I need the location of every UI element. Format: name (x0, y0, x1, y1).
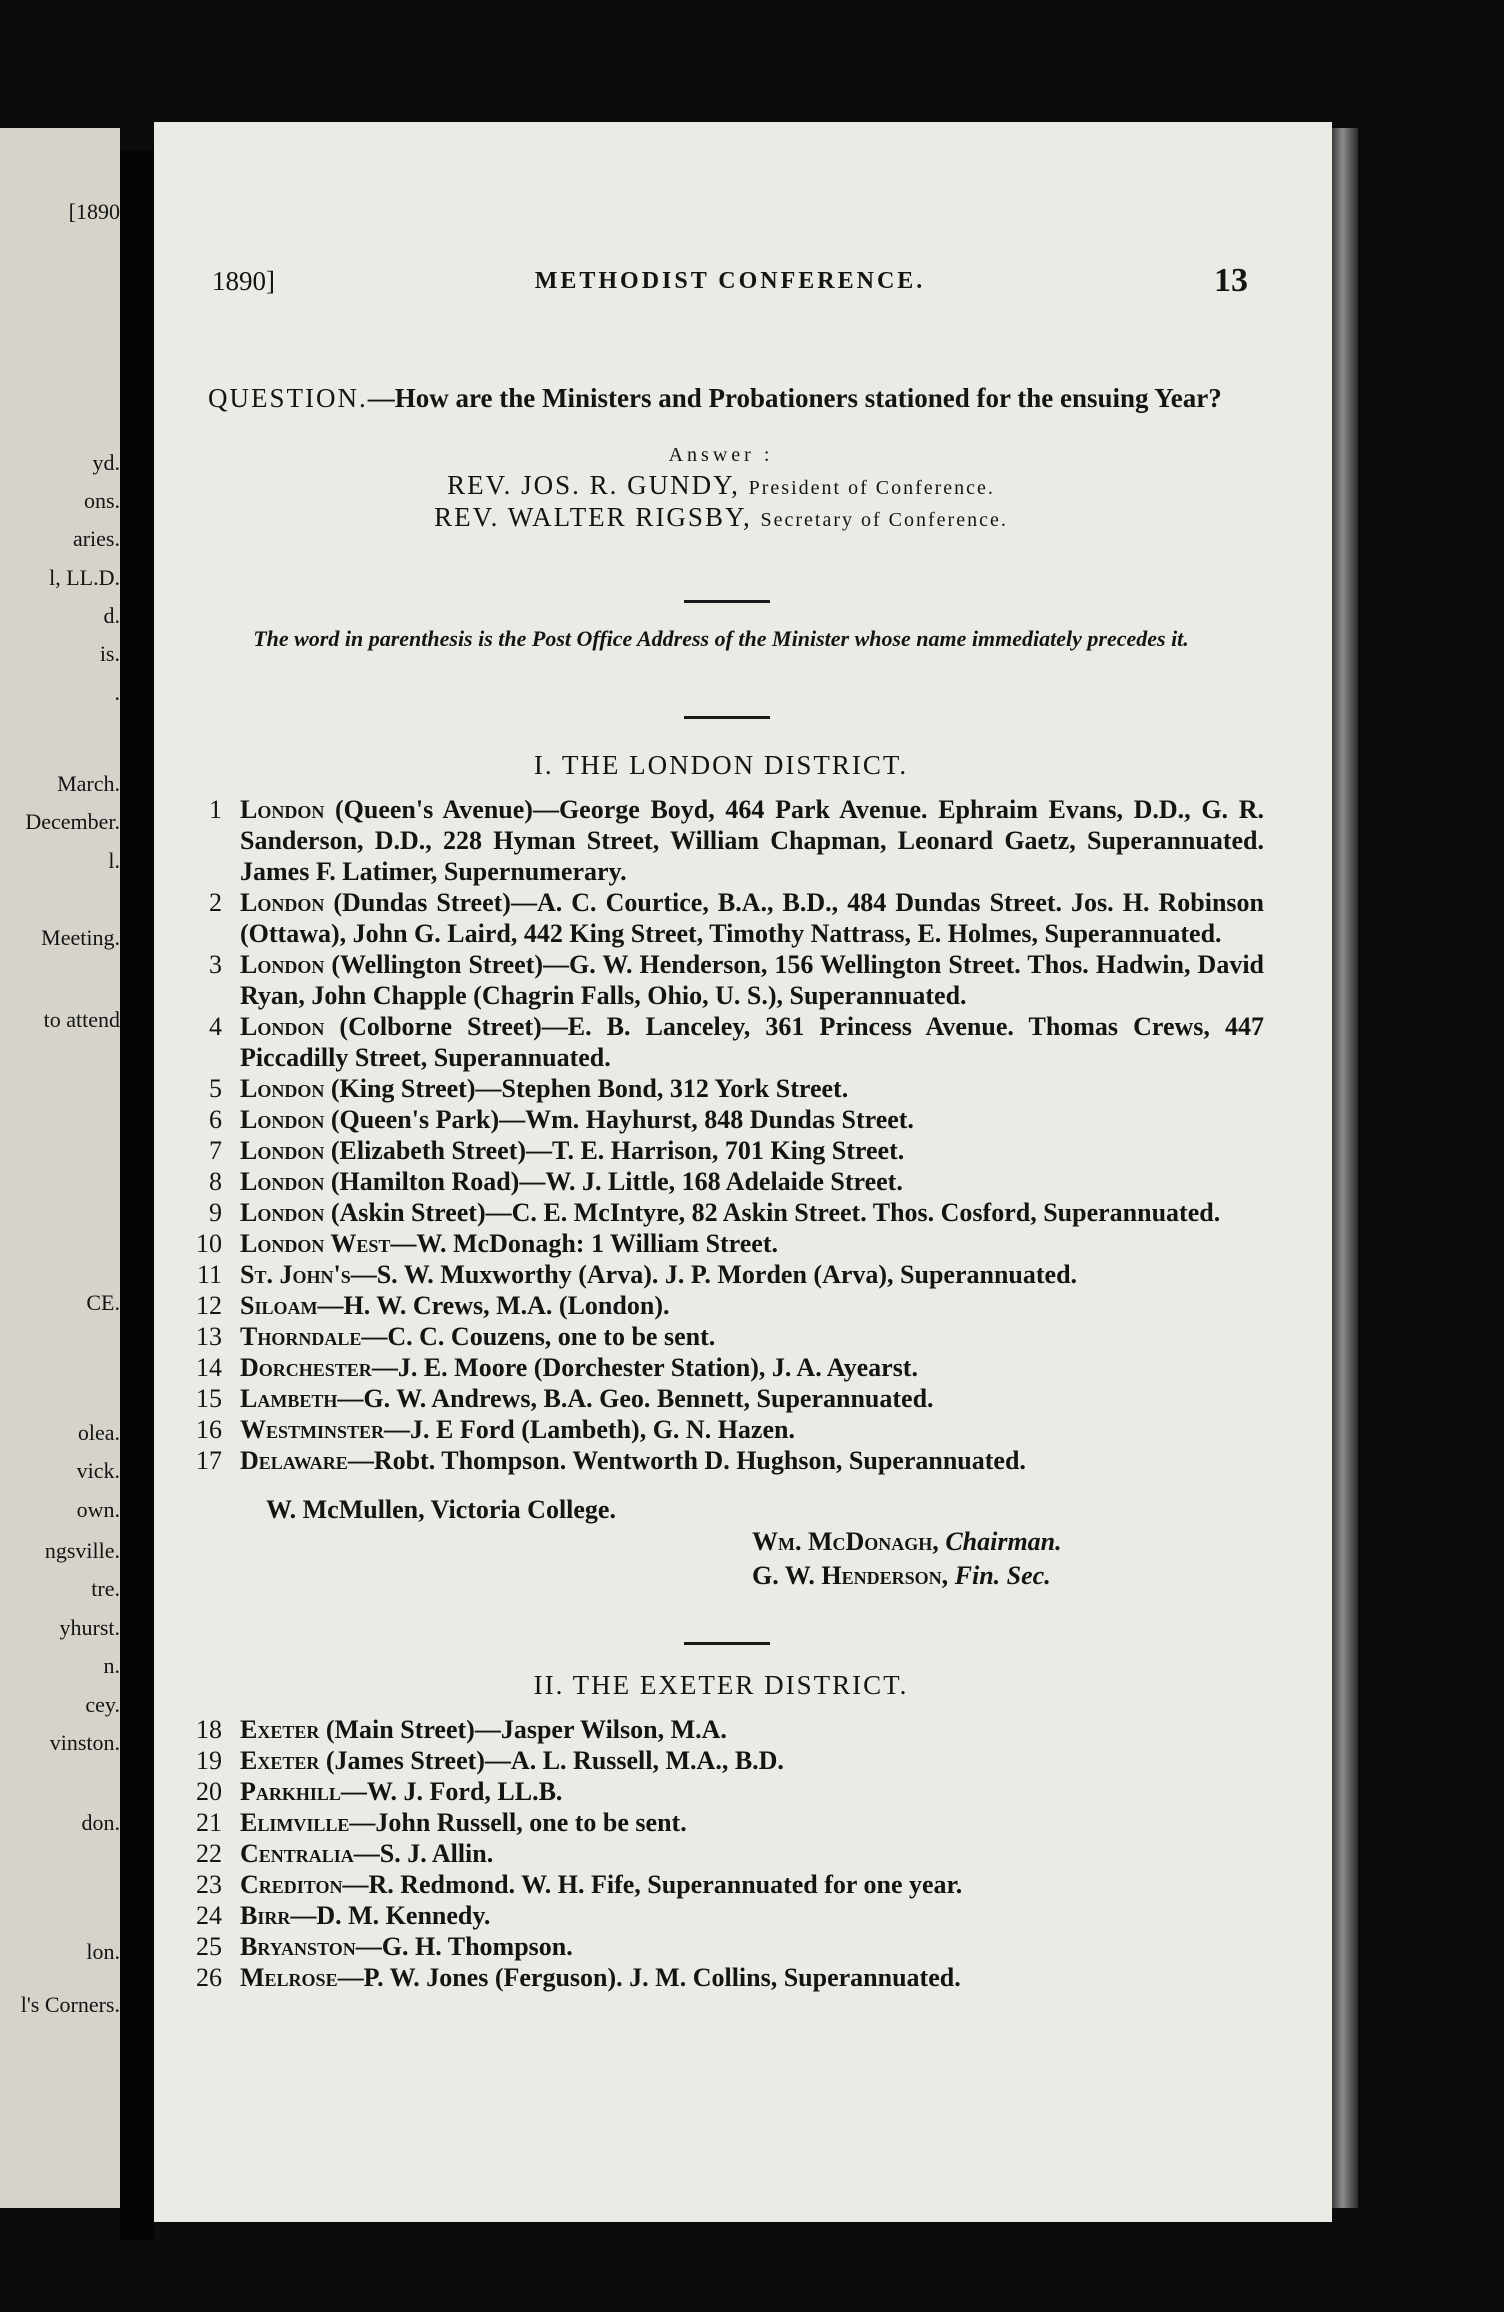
station-entry (194, 1166, 1264, 1197)
station-entry (194, 1445, 1264, 1476)
left-page-fragment: CE. (86, 1290, 120, 1316)
left-page-fragment: ngsville. (44, 1538, 120, 1564)
district-title-london: I. THE LONDON DISTRICT. (533, 750, 909, 780)
station-entry (194, 1290, 1264, 1321)
station-place: Elimville (240, 1808, 350, 1837)
station-text: —P. W. Jones (Ferguson). J. M. Collins, Superannuated. (337, 1963, 961, 1992)
station-text: —G. H. Thompson. (355, 1932, 573, 1961)
station-text: —J. E. Moore (Dorchester Station), J. A. Ayearst. (371, 1353, 918, 1382)
station-number: 22 (196, 1839, 222, 1868)
station-text: (Main Street)—Jasper Wilson, M.A. (319, 1715, 727, 1744)
station-place: Exeter (240, 1746, 320, 1775)
station-entry (194, 1321, 1264, 1352)
station-number: 23 (196, 1870, 222, 1899)
station-place: Parkhill (240, 1777, 341, 1806)
station-place: Siloam (240, 1291, 318, 1320)
running-head-title: METHODIST CONFERENCE. (534, 268, 926, 294)
station-number: 14 (196, 1353, 222, 1382)
left-page-fragment: vinston. (49, 1729, 120, 1755)
station-entry (194, 1011, 1264, 1073)
station-entry (194, 1745, 1264, 1776)
station-place: Melrose (240, 1963, 338, 1992)
left-page-fragment: vick. (76, 1458, 120, 1484)
signature-name: G. W. Henderson, (752, 1561, 949, 1590)
station-place: London (240, 1105, 325, 1134)
signature-name: Wm. McDonagh, (752, 1527, 939, 1556)
station-text: (James Street)—A. L. Russell, M.A., B.D. (319, 1746, 784, 1775)
station-text: —Robt. Thompson. Wentworth D. Hughson, Superannuated. (347, 1446, 1026, 1475)
station-text: —S. W. Muxworthy (Arva). J. P. Morden (Arva), Superannuated. (350, 1260, 1078, 1289)
left-page-fragment: yd. (92, 449, 120, 475)
station-text: (Askin Street)—C. E. McIntyre, 82 Askin Street. Thos. Cosford, Superannuated. (324, 1198, 1221, 1227)
london-district-footer (194, 1494, 1264, 1593)
left-page-fragment: tre. (91, 1576, 120, 1602)
page-number: 13 (1214, 262, 1248, 299)
station-place: London (240, 888, 325, 917)
question-text: —How are the Ministers and Probationers stationed for the ensuing Year? (367, 383, 1222, 413)
station-entry (194, 887, 1264, 949)
station-entry (194, 1073, 1264, 1104)
station-text: —D. M. Kennedy. (290, 1901, 491, 1930)
page (154, 122, 1332, 2222)
station-text: —R. Redmond. W. H. Fife, Superannuated for one year. (342, 1870, 963, 1899)
station-place: Westminster (240, 1415, 385, 1444)
station-number: 19 (196, 1746, 222, 1775)
station-number: 5 (209, 1074, 222, 1103)
station-place: London West (240, 1229, 391, 1258)
station-place: Bryanston (240, 1932, 356, 1961)
station-number: 24 (196, 1901, 222, 1930)
station-place: Birr (240, 1901, 291, 1930)
district-title-exeter: II. THE EXETER DISTRICT. (533, 1670, 909, 1700)
station-place: Exeter (240, 1715, 320, 1744)
left-page-fragment: lon. (86, 1939, 120, 1965)
station-number: 17 (196, 1446, 222, 1475)
station-text: —W. McDonagh: 1 William Street. (390, 1229, 778, 1258)
question-lead: QUESTION. (208, 383, 368, 413)
left-page-fragment: n. (103, 1653, 120, 1679)
station-entry (194, 1259, 1264, 1290)
station-number: 10 (196, 1229, 222, 1258)
station-text: —J. E Ford (Lambeth), G. N. Hazen. (384, 1415, 795, 1444)
signature-title: Fin. Sec. (954, 1561, 1051, 1590)
station-number: 2 (209, 888, 222, 917)
station-text: —W. J. Ford, LL.B. (340, 1777, 563, 1806)
london-district-list (194, 794, 1264, 1476)
station-number: 15 (196, 1384, 222, 1413)
officer-name: REV. JOS. R. GUNDY, (447, 470, 740, 500)
left-page-fragment: ons. (83, 487, 120, 513)
station-place: Delaware (240, 1446, 348, 1475)
station-place: London (240, 795, 325, 824)
station-place: London (240, 950, 325, 979)
district-extra-line: W. McMullen, Victoria College. (266, 1495, 616, 1524)
station-place: London (240, 1198, 325, 1227)
officer-title: President of Conference. (748, 477, 995, 499)
station-text: —G. W. Andrews, B.A. Geo. Bennett, Superannuated. (337, 1384, 934, 1413)
station-number: 21 (196, 1808, 222, 1837)
signature-title: Chairman. (945, 1527, 1062, 1556)
station-place: Thorndale (240, 1322, 362, 1351)
signature-chairman (194, 1525, 1264, 1559)
left-page-fragment: Meeting. (41, 924, 120, 950)
station-entry (194, 1931, 1264, 1962)
station-entry (194, 1869, 1264, 1900)
station-text: (Wellington Street)—G. W. Henderson, 156 Wellington Street. Thos. Hadwin, David Ryan, John Chapple (Chagrin Falls, Ohio, U. S.), Superannuated. (240, 950, 1264, 1010)
station-text: —John Russell, one to be sent. (349, 1808, 687, 1837)
station-place: St. John's (240, 1260, 351, 1289)
station-number: 4 (209, 1012, 222, 1041)
divider-rule (684, 1642, 770, 1645)
left-page-fragment: is. (99, 641, 120, 667)
book-gutter (120, 150, 154, 2240)
station-place: Centralia (240, 1839, 354, 1868)
left-page-fragment: l, LL.D. (49, 564, 120, 590)
station-place: London (240, 1012, 325, 1041)
station-number: 3 (209, 950, 222, 979)
station-entry (194, 1714, 1264, 1745)
station-number: 13 (196, 1322, 222, 1351)
station-entry (194, 949, 1264, 1011)
station-entry (194, 1383, 1264, 1414)
station-number: 26 (196, 1963, 222, 1992)
left-page-fragment: own. (76, 1496, 120, 1522)
left-page-fragment: yhurst. (59, 1614, 120, 1640)
running-head-year: 1890] (212, 266, 275, 296)
address-note: The word in parenthesis is the Post Office Address of the Minister whose name immediately precedes it. (253, 626, 1189, 651)
station-entry (194, 1962, 1264, 1993)
left-page-fragment: d. (103, 602, 120, 628)
left-page-fragment: l. (108, 847, 120, 873)
station-entry (194, 1776, 1264, 1807)
station-number: 16 (196, 1415, 222, 1444)
station-text: (King Street)—Stephen Bond, 312 York Street. (324, 1074, 849, 1103)
question (208, 380, 1248, 416)
officer-president (194, 470, 1248, 501)
left-page-fragment: don. (81, 1809, 120, 1835)
left-page-fragment: March. (57, 771, 120, 797)
left-page-fragment: olea. (77, 1420, 120, 1446)
station-entry (194, 1104, 1264, 1135)
station-entry (194, 1197, 1264, 1228)
page-edge-right (1332, 128, 1358, 2208)
running-head (212, 262, 1248, 306)
station-number: 25 (196, 1932, 222, 1961)
station-number: 6 (209, 1105, 222, 1134)
station-number: 1 (209, 795, 222, 824)
left-page-fragment: l's Corners. (20, 1992, 120, 2018)
station-place: London (240, 1136, 325, 1165)
station-text: —C. C. Couzens, one to be sent. (361, 1322, 716, 1351)
station-entry (194, 794, 1264, 887)
station-text: —S. J. Allin. (353, 1839, 494, 1868)
signature-fin-sec (194, 1559, 1264, 1593)
station-place: Crediton (240, 1870, 343, 1899)
left-page-fragment: . (114, 679, 120, 705)
station-text: (Colborne Street)—E. B. Lanceley, 361 Princess Avenue. Thomas Crews, 447 Piccadilly Street, Superannuated. (240, 1012, 1264, 1072)
station-place: London (240, 1074, 325, 1103)
station-number: 20 (196, 1777, 222, 1806)
station-entry (194, 1900, 1264, 1931)
divider-rule (684, 716, 770, 719)
station-number: 12 (196, 1291, 222, 1320)
station-text: (Queen's Avenue)—George Boyd, 464 Park Avenue. Ephraim Evans, D.D., G. R. Sanderson, D.D., 228 Hyman Street, William Chapman, Leonard Gaetz, Superannuated. James F. Latimer, Supernumerary. (240, 795, 1264, 886)
left-page-fragment: to attend (43, 1007, 120, 1033)
station-text: (Dundas Street)—A. C. Courtice, B.A., B.D., 484 Dundas Street. Jos. H. Robinson (Ottawa), John G. Laird, 442 King Street, Timothy Nattrass, E. Holmes, Superannuated. (240, 888, 1264, 948)
station-number: 11 (196, 1260, 222, 1289)
left-page-fragment: cey. (85, 1691, 120, 1717)
station-place: Dorchester (240, 1353, 372, 1382)
station-number: 18 (196, 1715, 222, 1744)
station-entry (194, 1352, 1264, 1383)
station-text: (Queen's Park)—Wm. Hayhurst, 848 Dundas Street. (324, 1105, 914, 1134)
station-place: Lambeth (240, 1384, 338, 1413)
left-page-fragment: [1890 (68, 198, 120, 224)
exeter-district-list (194, 1714, 1264, 1993)
station-text: —H. W. Crews, M.A. (London). (317, 1291, 670, 1320)
officer-secretary (194, 502, 1248, 533)
station-place: London (240, 1167, 325, 1196)
station-entry (194, 1135, 1264, 1166)
left-page-fragment: aries. (72, 526, 120, 552)
officer-title: Secretary of Conference. (760, 509, 1008, 531)
divider-rule (684, 600, 770, 603)
left-page-fragment: December. (25, 809, 120, 835)
station-entry (194, 1838, 1264, 1869)
station-number: 8 (209, 1167, 222, 1196)
officer-name: REV. WALTER RIGSBY, (434, 502, 752, 532)
station-text: (Hamilton Road)—W. J. Little, 168 Adelaide Street. (324, 1167, 903, 1196)
station-number: 9 (209, 1198, 222, 1227)
station-text: (Elizabeth Street)—T. E. Harrison, 701 King Street. (324, 1136, 905, 1165)
station-entry (194, 1228, 1264, 1259)
station-entry (194, 1414, 1264, 1445)
answer-label: Answer : (668, 444, 774, 466)
left-page-edge (0, 128, 120, 2208)
station-entry (194, 1807, 1264, 1838)
station-number: 7 (209, 1136, 222, 1165)
